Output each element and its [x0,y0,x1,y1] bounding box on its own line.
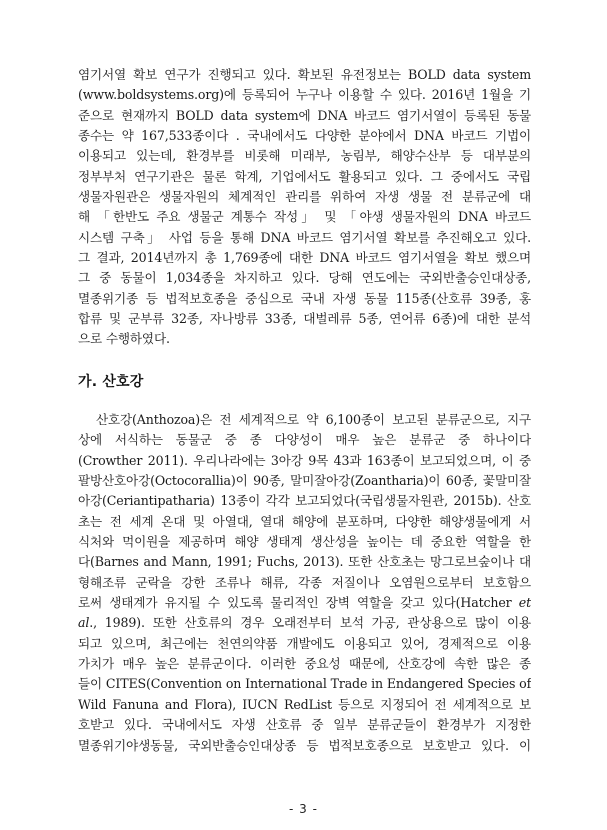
text-line: 그 결과, 2014년까지 총 1,769종에 대한 DNA 바코드 염기서열을 확보 했으며 [78,250,531,266]
text-line: (www.boldsystems.org)에 등록되어 누구나 이용할 수 있다. 2016년 1월을 기 [78,87,531,103]
text-line: 되고 있으며, 최근에는 천연의약품 개발에도 이용되고 있어, 경제적으로 이용 [78,635,531,651]
text-line: 해 「한반도 주요 생물군 계통수 작성」 및 「야생 생물자원의 DNA 바코드 [78,209,531,225]
body-paragraph-dna-barcode [78,65,531,350]
text-line: 그 중 동물이 1,034종을 차지하고 있다. 당해 연도에는 국외반출승인대상종, [78,270,531,286]
body-paragraph-anthozoa [78,410,531,756]
text-line [78,593,531,613]
text-line: 가치가 매우 높은 분류군이다. 이러한 중요성 때문에, 산호강에 속한 많은 종 [78,656,531,672]
text-line [78,613,531,633]
text-line: 들이 CITES(Convention on International Trade in Endangered Species of [78,676,531,692]
italic-segment: al [78,615,90,631]
text-line: 상에 서식하는 동물군 중 종 다양성이 매우 높은 분류군 중 하나이다 [78,432,531,448]
text-line: Wild Fanuna and Flora), IUCN RedList 등으로 지정되어 전 세계적으로 보 [78,696,531,712]
text-line: 이용되고 있는데, 환경부를 비롯해 미래부, 농림부, 해양수산부 등 대부분의 [78,148,531,164]
text-line: 준으로 현재까지 BOLD data system에 DNA 바코드 염기서열이 등록된 동물 [78,107,531,123]
text-line: 생물자원관은 생물자원의 체계적인 관리를 위하여 자생 생물 전 분류군에 대 [78,189,531,205]
text-line: 산호강(Anthozoa)은 전 세계적으로 약 6,100종이 보고된 분류군으로, 지구 [96,412,531,427]
text-line: 정부부처 연구기관은 물론 학계, 기업에서도 활용되고 있다. 그 중에서도 국립 [78,168,531,184]
text-line: 다(Barnes and Mann, 1991; Fuchs, 2013). 또한 산호초는 망그로브숲이나 대 [78,554,531,570]
text-line: 종수는 약 167,533종이다 . 국내에서도 다양한 분야에서 DNA 바코드 기법이 [78,128,531,144]
page-number: - 3 - [289,802,318,816]
text-segment: ., 1989). 또한 산호류의 경우 오래전부터 보석 가공, 관상용으로 많이 이용 [89,615,531,631]
italic-segment: et [518,595,531,611]
text-line: 염기서열 확보 연구가 진행되고 있다. 확보된 유전정보는 BOLD data system [78,67,531,82]
text-line: 초는 전 세계 온대 및 아열대, 열대 해양에 분포하며, 다양한 해양생물에게 서 [78,513,531,529]
text-line: 으로 수행하였다. [78,331,170,347]
text-line: 팔방산호아강(Octocorallia)이 90종, 말미잘아강(Zoantharia)이 60종, 꽃말미잘 [78,473,531,489]
text-line: 멸종위기야생동물, 국외반출승인대상종 등 법적보호종으로 보호받고 있다. 이 [78,737,531,753]
text-line: (Crowther 2011). 우리나라에는 3아강 9목 43과 163종이 보고되었으며, 이 중 [78,452,531,468]
text-line: 합류 및 군부류 32종, 자나방류 33종, 대벌레류 5종, 연어류 6종)에 대한 분석 [78,311,531,327]
text-segment: 로써 생태계가 유지될 수 있도록 물리적인 장벽 역할을 갖고 있다(Hatcher [78,595,519,611]
text-line: 아강(Ceriantipatharia) 13종이 각각 보고되었다(국립생물자원관, 2015b). 산호 [78,493,531,509]
section-heading: 가. 산호강 [78,374,144,390]
text-line: 식처와 먹이원을 제공하며 해양 생태계 생산성을 높이는 데 중요한 역할을 한 [78,534,531,550]
text-line: 형해조류 군락을 강한 조류나 해류, 각종 저질이나 오염원으로부터 보호함으 [78,574,531,590]
text-line: 호받고 있다. 국내에서도 자생 산호류 중 일부 분류군들이 환경부가 지정한 [78,717,531,733]
text-line: 멸종위기종 등 법적보호종을 중심으로 국내 자생 동물 115종(산호류 39종, 홍 [78,290,531,306]
text-line: 시스템 구축」 사업 등을 통해 DNA 바코드 염기서열 확보를 추진해오고 있다. [78,229,531,245]
